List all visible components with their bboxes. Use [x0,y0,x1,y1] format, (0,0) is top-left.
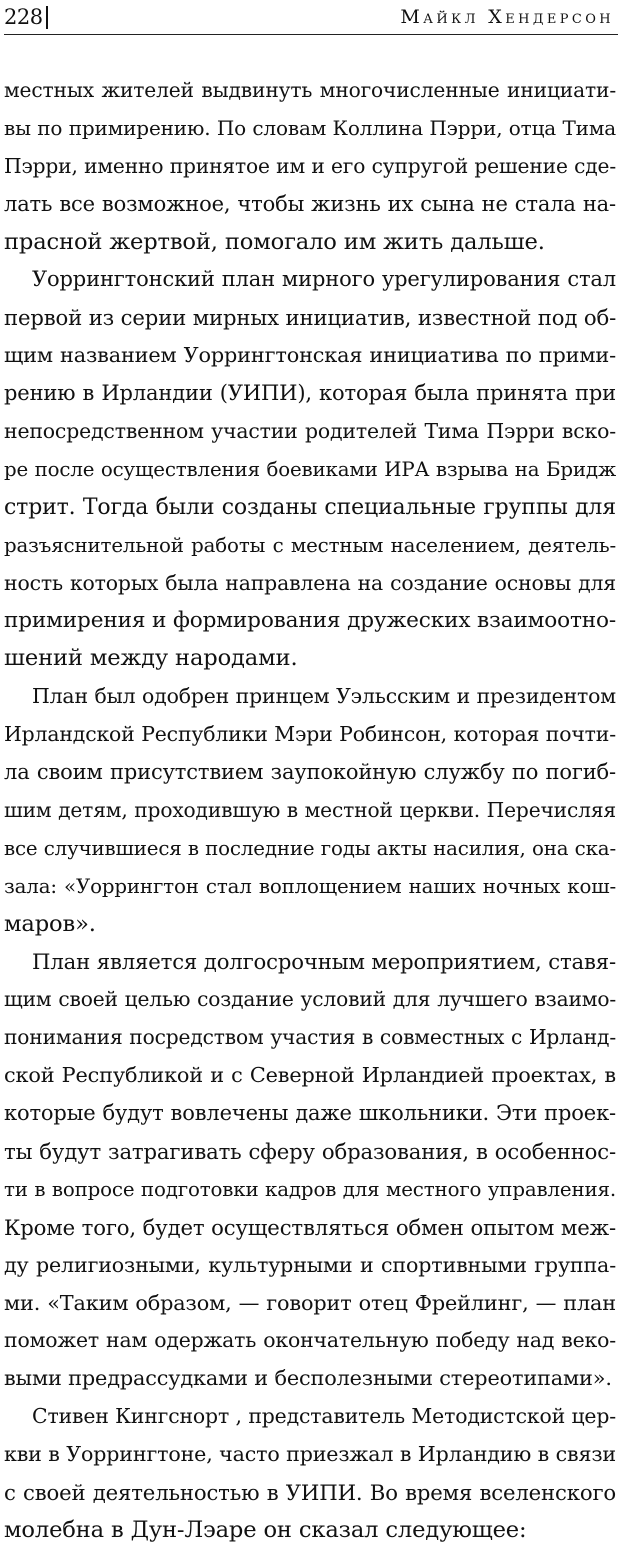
text-line: Пэрри, именно принятое им и его супругой решение сде- [4,153,616,178]
text-line: ду религиозными, культурными и спортивными группа- [4,1252,616,1277]
text-line: вы по примирению. По словам Коллина Пэрри, отца Тима [4,115,616,140]
page-number: 228 [4,5,43,29]
text-line: примирения и формирования дружеских взаимоотно- [4,608,617,634]
text-line: которые будут вовлечены даже школьники. Эти проек- [4,1101,616,1126]
text-line: лать все возможное, чтобы жизнь их сына не стала на- [4,191,616,216]
text-line: щим названием Уоррингтонская инициатива по прими- [4,343,616,368]
text-line: ти в вопросе подготовки кадров для местного управления. [4,1177,616,1201]
text-line: шений между народами. [4,645,298,672]
text-line: шим детям, проходившую в местной церкви. Перечисляя [4,797,616,822]
text-line: Стивен Кингснорт , представитель Методистской цер- [32,1404,616,1429]
text-line: все случившиеся в последние годы акты насилия, она ска- [4,836,616,860]
text-line: первой из серии мирных инициатив, известной под об- [4,305,617,331]
header-rule [4,34,618,35]
text-line: Ирландской Республики Мэри Робинсон, которая почти- [4,722,616,747]
text-line: местных жителей выдвинуть многочисленные инициати- [4,78,616,102]
text-line: ре после осуществления боевиками ИРА взрыва на Бридж [4,457,616,481]
text-line: ты будут затрагивать сферу образования, в особеннос- [4,1138,616,1164]
text-line: понимания посредством участия в совместных с Ирланд- [4,1025,616,1050]
text-line: ской Республикой и с Северной Ирландией проектах, в [4,1063,616,1088]
text-line: маров». [4,910,96,937]
text-line: щим своей целью создание условий для лучшего взаимо- [4,987,616,1012]
text-line: ми. «Таким образом, — говорит отец Фрейлинг, — план [4,1290,616,1315]
text-line: стрит. Тогда были созданы специальные группы для [4,494,616,520]
text-line: Уоррингтонский план мирного урегулирования стал [32,267,616,292]
text-line: зала: «Уоррингтон стал воплощением наших ночных кош- [4,874,616,898]
text-line: прасной жертвой, помогало им жить дальше. [4,228,545,255]
text-line: выми предрассудками и бесполезными стереотипами». [4,1366,612,1391]
text-line: Кроме того, будет осуществляться обмен опытом меж- [4,1214,616,1240]
text-line: ла своим присутствием заупокойную службу по погиб- [4,760,616,785]
text-line: ность которых была направлена на создание основы для [4,570,616,595]
text-line: рению в Ирландии (УИПИ), которая была принята при [4,381,616,406]
text-line: поможет нам одержать окончательную победу над веко- [4,1328,616,1353]
text-line: с своей деятельностью в УИПИ. Во время вселенского [4,1479,616,1505]
running-title: Майкл Хендерсон [400,6,614,28]
text-line: План был одобрен принцем Уэльсским и президентом [32,684,616,709]
text-line: кви в Уоррингтоне, часто приезжал в Ирландию в связи [4,1442,616,1467]
page-header [4,2,616,32]
text-line: молебна в Дун-Лэаре он сказал следующее: [4,1516,527,1543]
text-line: План является долгосрочным мероприятием, ставя- [32,949,616,975]
text-line: непосредственном участии родителей Тима Пэрри вско- [4,419,616,444]
text-line: разъяснительной работы с местным населением, деятель- [4,533,616,557]
header-separator [46,6,48,29]
body-text [4,72,616,1550]
